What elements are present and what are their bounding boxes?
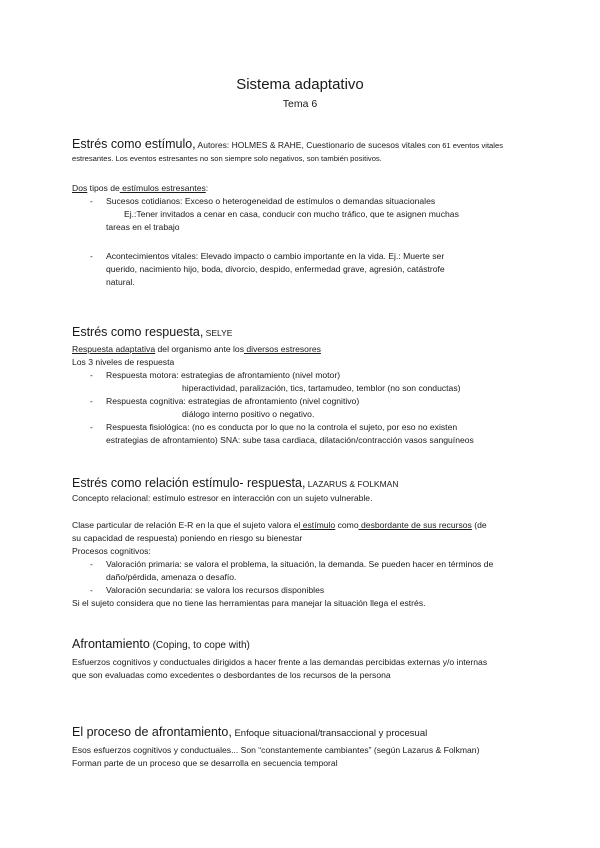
section-afrontamiento: [72, 636, 534, 682]
page-title: Sistema adaptativo: [236, 76, 364, 93]
underlined-text: Respuesta adaptativa: [72, 344, 156, 354]
item-continuation: hiperactividad, paralización, tics, tartamudeo, temblor (no son conductas): [182, 383, 461, 393]
heading-sub: Enfoque situacional/transaccional y procesual: [231, 728, 428, 739]
item-continuation: daño/pérdida, amenaza o desafío.: [106, 572, 237, 582]
section-estres-relacion: [72, 475, 534, 610]
section-heading: [72, 475, 534, 492]
item-continuation: diálogo interno positivo o negativo.: [182, 409, 315, 419]
item-text: Sucesos cotidianos: Exceso o heterogeneidad de estímulos o demandas situacionales: [106, 196, 436, 206]
underlined-text: desbordante de sus recursos: [358, 520, 472, 530]
list: [72, 558, 534, 597]
list: [72, 369, 534, 447]
list-item: [72, 584, 534, 597]
underlined-text: estímulo: [300, 520, 336, 530]
heading-text: Afrontamiento: [72, 637, 150, 651]
text: como: [335, 520, 359, 530]
heading-text: Estrés como relación estímulo- respuesta,: [72, 476, 306, 490]
section-heading: [72, 636, 534, 654]
section-tipos-estimulos: [72, 182, 534, 289]
heading-text: Estrés como estímulo,: [72, 137, 196, 151]
item-continuation: querido, nacimiento hijo, boda, divorcio, despido, enfermedad grave, agresión, catástrofe: [106, 264, 445, 274]
list-item: [72, 395, 534, 408]
heading-text: Estrés como respuesta,: [72, 325, 204, 339]
list-item: [72, 421, 534, 434]
paragraph: [72, 182, 534, 195]
section-estres-estimulo: [72, 136, 534, 165]
paragraph: Si el sujeto considera que no tiene las herramientas para manejar la situación llega el estrés.: [72, 598, 426, 608]
text: del organismo ante los: [155, 344, 244, 354]
text: tipos de: [87, 183, 120, 193]
paragraph: Forman parte de un proceso que se desarrolla en secuencia temporal: [72, 758, 338, 768]
section-heading: [72, 136, 534, 153]
heading-text: El proceso de afrontamiento,: [72, 725, 232, 739]
item-continuation: tareas en el trabajo: [106, 222, 180, 232]
underlined-text: Dos: [72, 183, 88, 193]
heading-author: LAZARUS & FOLKMAN: [305, 479, 399, 489]
paragraph: estresantes. Los eventos estresantes no son siempre solo negativos, son también positivos.: [72, 154, 382, 163]
heading-note: con 61 eventos vitales: [425, 141, 503, 150]
heading-authors: Autores: HOLMES & RAHE, Cuestionario de sucesos vitales: [195, 140, 426, 150]
paragraph: Procesos cognitivos:: [72, 546, 151, 556]
heading-sub: (Coping, to cope with): [149, 640, 250, 651]
item-text: Valoración secundaria: se valora los recursos disponibles: [106, 585, 325, 595]
list-item: [72, 558, 534, 571]
item-text: Valoración primaria: se valora el problema, la situación, la demanda. Se pueden hacer en términos de: [106, 559, 494, 569]
section-estres-respuesta: [72, 324, 534, 447]
list: [72, 195, 534, 289]
paragraph: Esos esfuerzos cognitivos y conductuales... Son “constantemente cambiantes” (según Lazarus & Folkman): [72, 745, 480, 755]
item-continuation: Ej.:Tener invitados a cenar en casa, conducir con mucho tráfico, que te asignen muchas: [124, 209, 459, 219]
text: :: [205, 183, 209, 193]
paragraph: Esfuerzos cognitivos y conductuales dirigidos a hacer frente a las demandas percibidas externas y/o internas: [72, 657, 488, 667]
paragraph: Concepto relacional: estímulo estresor en interacción con un sujeto vulnerable.: [72, 493, 373, 503]
item-continuation: estrategias de afrontamiento) SNA: sube tasa cardiaca, dilatación/contracción vasos sanguíneos: [106, 435, 474, 445]
section-proceso-afrontamiento: [72, 724, 534, 770]
underlined-text: estímulos estresantes: [119, 183, 206, 193]
underlined-text: diversos estresores: [244, 344, 321, 354]
item-text: Respuesta motora: estrategias de afrontamiento (nivel motor): [106, 370, 341, 380]
paragraph: Los 3 niveles de respuesta: [72, 357, 175, 367]
paragraph: [72, 343, 534, 356]
text: (de: [471, 520, 487, 530]
page-subtitle: Tema 6: [282, 98, 318, 110]
text: Clase particular de relación E-R en la que el sujeto valora el: [72, 520, 301, 530]
list-item: [72, 369, 534, 382]
paragraph: su capacidad de respuesta) poniendo en riesgo su bienestar: [72, 533, 303, 543]
section-heading: [72, 324, 534, 341]
list-item: [72, 250, 534, 263]
item-continuation: natural.: [106, 277, 135, 287]
item-text: Acontecimientos vitales: Elevado impacto o cambio importante en la vida. Ej.: Muerte ser: [106, 251, 445, 261]
item-text: Respuesta fisiológica: (no es conducta por lo que no la controla el sujeto, por eso no existen: [106, 422, 458, 432]
paragraph: [72, 519, 534, 532]
heading-author: SELYE: [203, 328, 233, 338]
paragraph: que son evaluadas como excedentes o desbordantes de los recursos de la persona: [72, 670, 391, 680]
item-text: Respuesta cognitiva: estrategias de afrontamiento (nivel cognitivo): [106, 396, 360, 406]
section-heading: [72, 724, 534, 742]
list-item: [72, 195, 534, 208]
